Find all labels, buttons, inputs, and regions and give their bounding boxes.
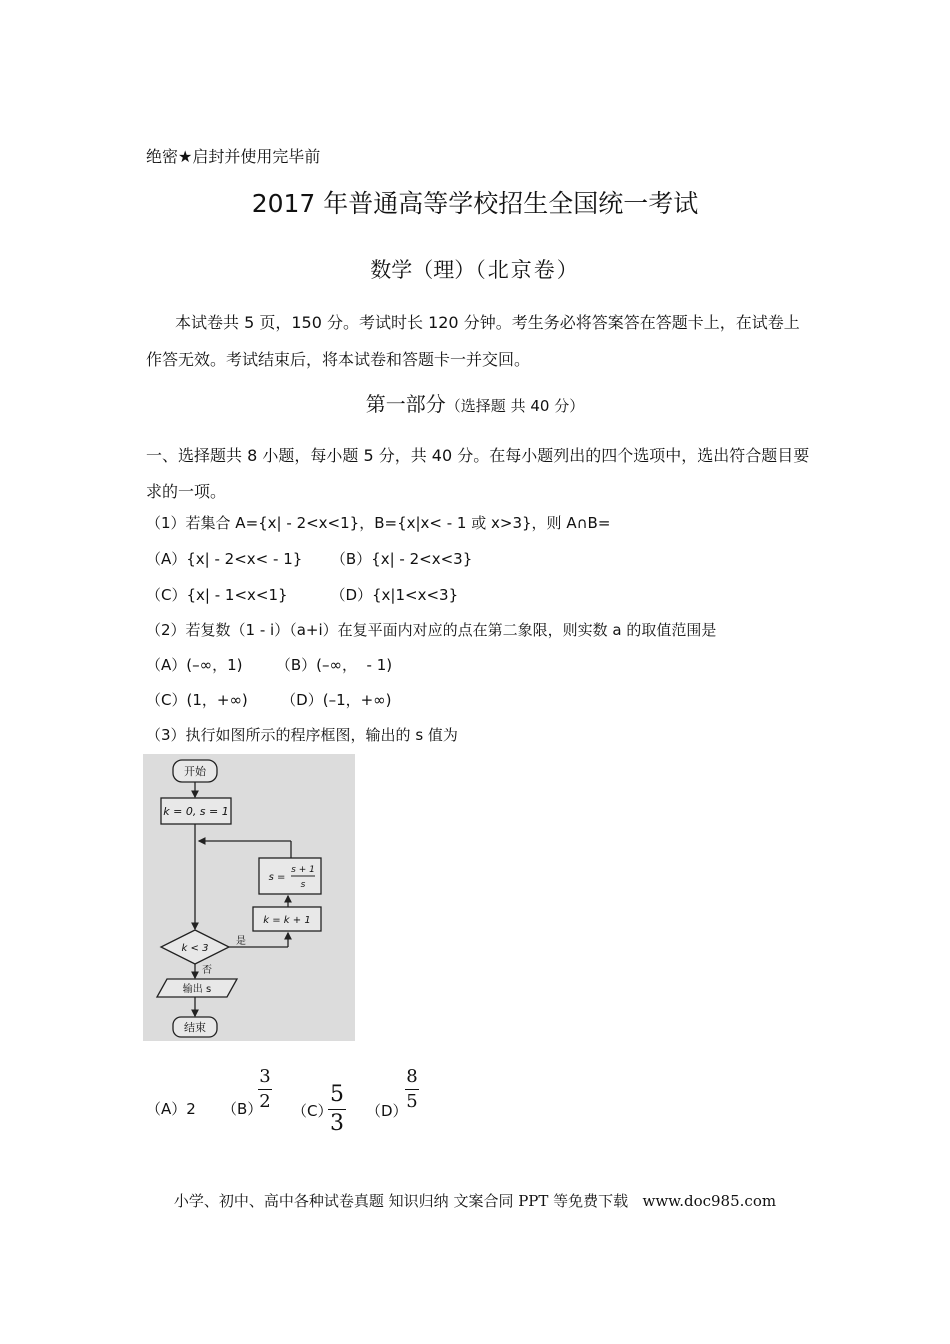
fraction-bar [258,1089,272,1090]
flowchart-figure [143,754,355,1041]
option-d-denominator: 5 [406,1091,418,1112]
flow-assign-denominator: s [300,880,306,890]
exam-title: 2017 年普通高等学校招生全国统一考试 [251,189,699,218]
page-footer: 小学、初中、高中各种试卷真题 知识归纳 文案合同 PPT 等免费下载 www.doc985.com [173,1192,777,1210]
flow-condition-label: k < 3 [181,943,209,954]
option-d-fraction [405,1068,419,1111]
option-b-numerator: 3 [259,1066,271,1087]
flow-init-label: k = 0, s = 1 [163,805,229,818]
subject-name: 数学（理） [370,258,476,282]
option-c-numerator: 5 [330,1082,344,1107]
question-2-options-ab: （A）(–∞，1) （B）(–∞， - 1) [146,656,393,674]
flow-assign-lhs: s = [268,872,286,883]
exam-instructions: 本试卷共 5 页，150 分。考试时长 120 分钟。考生务必将答案答在答题卡上，在试卷上作答无效。考试结束后，将本试卷和答题卡一并交回。 [146,313,800,369]
question-1-options-cd: （C）{x| - 1<x<1} （D）{x|1<x<3} [146,586,459,604]
option-b-label: （B） [222,1100,263,1118]
flow-yes-label: 是 [236,936,246,947]
confidential-note: 绝密★启封并使用完毕前 [146,147,321,166]
question-2: （2）若复数（1 - i）（a+i）在复平面内对应的点在第二象限，则实数 a 的取值范围是 [146,621,717,639]
flow-increment-label: k = k + 1 [263,915,311,926]
flow-output-label: 输出 s [182,984,212,995]
option-a-value: 2 [186,1100,196,1118]
part-heading [0,388,950,417]
flow-no-label: 否 [202,965,212,976]
question-1: （1）若集合 A={x| - 2<x<1}，B={x|x< - 1 或 x>3}，则 A∩B= [146,514,611,532]
option-b-fraction [258,1068,272,1111]
fraction-bar [405,1089,419,1090]
section-instructions: 一、选择题共 8 小题，每小题 5 分，共 40 分。在每小题列出的四个选项中，选出符合题目要求的一项。 [146,446,810,501]
subject-region: （北京卷） [475,258,580,282]
subject-heading [0,254,950,284]
option-d-label: （D） [366,1102,408,1120]
question-2-options-cd: （C）(1，+∞) （D）(–1，+∞) [146,691,392,709]
flow-end-label: 结束 [184,1021,206,1034]
flow-start-label: 开始 [184,765,206,778]
option-c-denominator: 3 [330,1111,344,1136]
question-1-options-ab: （A）{x| - 2<x< - 1} （B）{x| - 2<x<3} [146,550,473,568]
fraction-bar [328,1109,346,1110]
option-d-numerator: 8 [406,1066,418,1087]
question-3: （3）执行如图所示的程序框图，输出的 s 值为 [146,726,458,744]
part-subtitle: （选择题 共 40 分） [445,397,585,415]
part-title: 第一部分 [365,392,446,416]
option-c-label: （C） [292,1102,333,1120]
option-c-fraction [328,1084,346,1135]
flow-assign-numerator: s + 1 [291,865,315,875]
option-a-label: （A） [146,1100,187,1118]
option-b-denominator: 2 [259,1091,271,1112]
question-3-options [146,1098,196,1119]
